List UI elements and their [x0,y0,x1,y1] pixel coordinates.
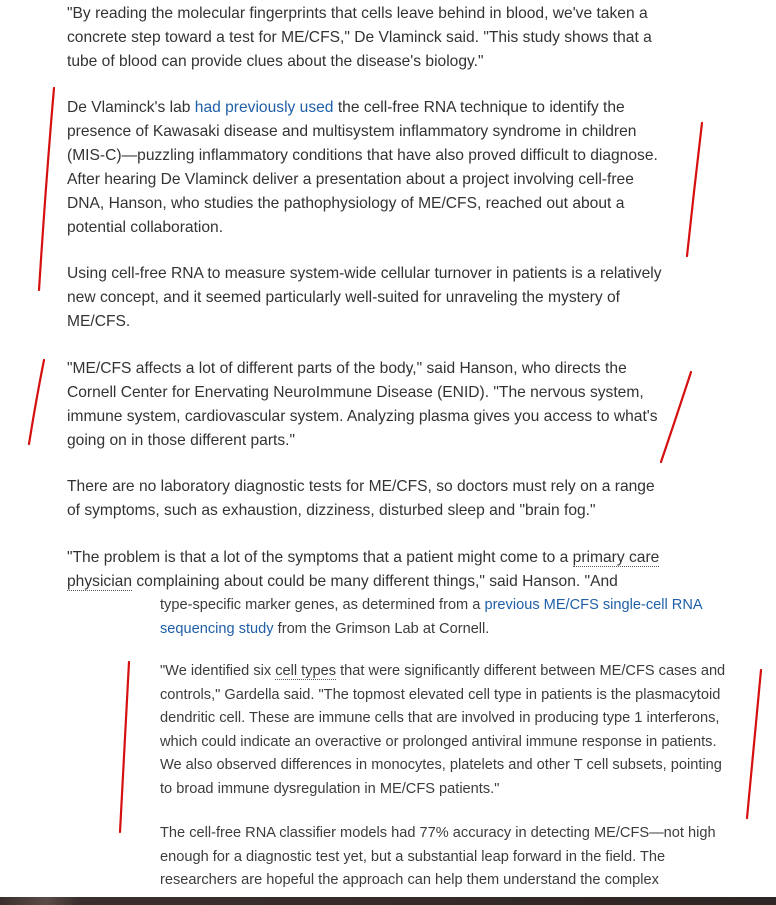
upper-article-p2 [67,96,667,240]
had-previously-used-link[interactable]: had previously used [194,99,334,116]
p2-text-after: the cell-free RNA technique to identify the presence of Kawasaki disease and multisystem inflammatory syndrome in children (MIS-C)—puzzling inflammatory conditions that have also proved difficult to diagnose. After hearing De Vlaminck deliver a presentation about a project involving cell-free DNA, Hanson, who studies the pathophysiology of ME/CFS, reached out about a potential collaboration. [67,99,658,236]
p6-text-before: "The problem is that a lot of the symptoms that a patient might come to a [67,549,573,566]
upper-article-p3 [67,262,667,334]
lower-article-p2 [160,660,730,801]
lower-p1-text-before: type-specific marker genes, as determined from a [160,597,485,613]
red-stroke-left-1 [39,88,54,290]
paragraph-problem-quote [67,546,667,594]
paragraph-cell-free-rna: Using cell-free RNA to measure system-wide cellular turnover in patients is a relatively new concept, and it seemed particularly well-suited for unraveling the mystery of ME/CFS. [67,265,662,330]
upper-article-p5 [67,475,667,523]
lower-p2-text-after: that were significantly different between ME/CFS cases and controls," Gardella said. "The topmost elevated cell type in patients is the plasmacytoid dendritic cell. These are immune cells that are involved in producing type 1 interferons, which could indicate an overactive or prolonged antiviral immune response in patients. We also observed differences in monocytes, platelets and other T cell subsets, pointing to broad immune dysregulation in ME/CFS patients." [160,663,726,797]
lower-p1-text-after: from the Grimson Lab at Cornell. [273,620,490,637]
previous-study-link[interactable]: previous ME/CFS single-cell RNA sequencing study [160,597,702,637]
paragraph-hanson-quote: "ME/CFS affects a lot of different parts of the body," said Hanson, who directs the Cornell Center for Enervating NeuroImmune Disease (ENID). "The nervous system, immune system, cardiovascular system. Analyzing plasma gives you access to what's going on in those different parts." [67,360,658,449]
lower-article-p3 [160,822,730,893]
lower-p2-text-before: "We identified six [160,663,276,679]
red-stroke-right-1 [687,123,702,256]
red-stroke-left-2 [29,360,44,444]
cell-types-link[interactable]: cell types [275,663,337,679]
upper-article [67,2,667,74]
paragraph-lab-history [67,96,667,240]
paragraph-no-diagnostic-tests: There are no laboratory diagnostic tests for ME/CFS, so doctors must rely on a range of symptoms, such as exhaustion, dizziness, disturbed sleep and "brain fog." [67,478,655,519]
paragraph-six-cell-types [160,660,730,801]
red-stroke-right-3 [747,670,761,818]
upper-article-p6 [67,546,667,594]
primary-care-physician-link[interactable]: primary care physician [67,549,660,590]
upper-article-p4 [67,357,667,453]
p6-text-after: complaining about could be many different things," said Hanson. "And [132,573,618,590]
screenshot-splice-seam [0,596,776,612]
red-stroke-left-3 [120,662,129,832]
paragraph-quote-de-vlaminck: "By reading the molecular fingerprints that cells leave behind in blood, we've taken a concrete step toward a test for ME/CFS," De Vlaminck said. "This study shows that a tube of blood can provide clues about the disease's biology." [67,5,652,70]
paragraph-classifier-accuracy: The cell-free RNA classifier models had 77% accuracy in detecting ME/CFS—not high enough for a diagnostic test yet, but a substantial leap forward in the field. The researchers are hopeful the approach can help them understand the complex [160,825,716,888]
bottom-dark-bar [0,897,776,905]
p2-text-before: De Vlaminck's lab [67,99,195,116]
